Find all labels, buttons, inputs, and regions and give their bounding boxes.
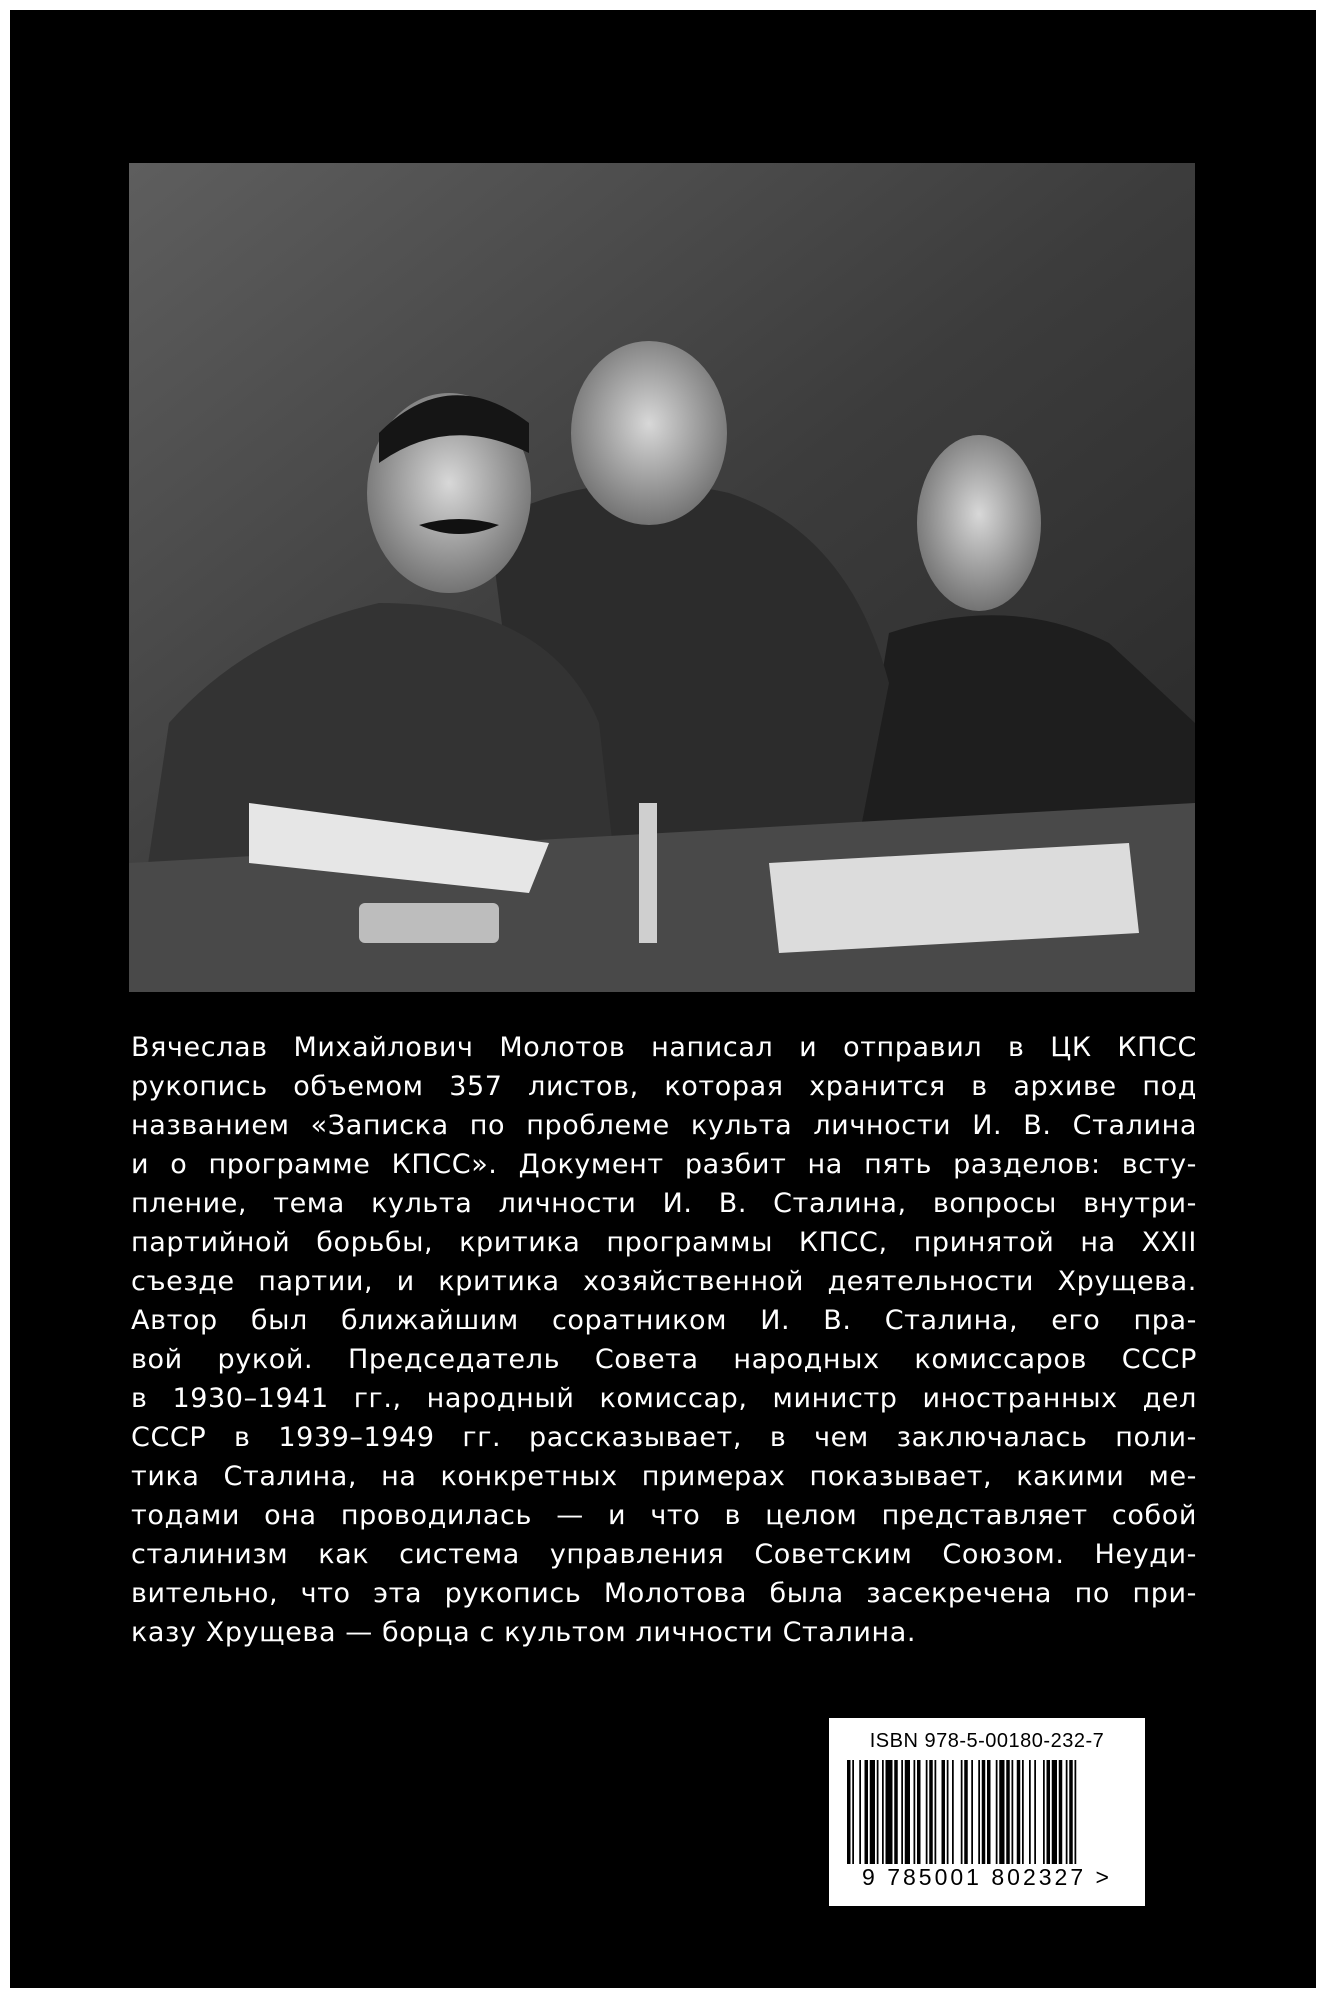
isbn-digits: 9 785001 802327 >	[862, 1864, 1112, 1890]
blurb-line: сталинизм как система управления Советским Союзом. Неуди-	[131, 1539, 1197, 1570]
blurb-line: съезде партии, и критика хозяйственной деятельности Хрущева.	[131, 1266, 1197, 1297]
blurb-line: СССР в 1939–1949 гг. рассказывает, в чем заключалась поли-	[131, 1422, 1197, 1453]
blurb-line: пление, тема культа личности И. В. Сталина, вопросы внутри-	[131, 1188, 1197, 1219]
blurb-line: вительно, что эта рукопись Молотова была засекречена по при-	[131, 1578, 1197, 1609]
blurb-line: Автор был ближайшим соратником И. В. Сталина, его пра-	[131, 1305, 1197, 1336]
blurb-line: Вячеслав Михайлович Молотов написал и отправил в ЦК КПСС	[131, 1032, 1197, 1063]
barcode-icon	[847, 1760, 1127, 1864]
isbn-barcode-box	[829, 1718, 1145, 1906]
blurb-line: казу Хрущева — борца с культом личности Сталина.	[131, 1617, 917, 1648]
blurb-line: и о программе КПСС». Документ разбит на пять разделов: всту-	[131, 1149, 1197, 1180]
blurb-line: партийной борьбы, критика программы КПСС, принятой на XXII	[131, 1227, 1197, 1258]
blurb-line: в 1930–1941 гг., народный комиссар, министр иностранных дел	[131, 1383, 1197, 1414]
blurb-line: названием «Записка по проблеме культа личности И. В. Сталина	[131, 1110, 1197, 1141]
blurb-text	[131, 1028, 1197, 1652]
blurb-line: вой рукой. Председатель Совета народных комиссаров СССР	[131, 1344, 1197, 1375]
cover-photo	[129, 163, 1195, 992]
photo-illustration	[129, 163, 1195, 992]
isbn-label: ISBN 978-5-00180-232-7	[869, 1730, 1105, 1752]
blurb-line: тодами она проводилась — и что в целом представляет собой	[131, 1500, 1197, 1531]
blurb-line: рукопись объемом 357 листов, которая хранится в архиве под	[131, 1071, 1197, 1102]
blurb-line: тика Сталина, на конкретных примерах показывает, какими ме-	[131, 1461, 1197, 1492]
